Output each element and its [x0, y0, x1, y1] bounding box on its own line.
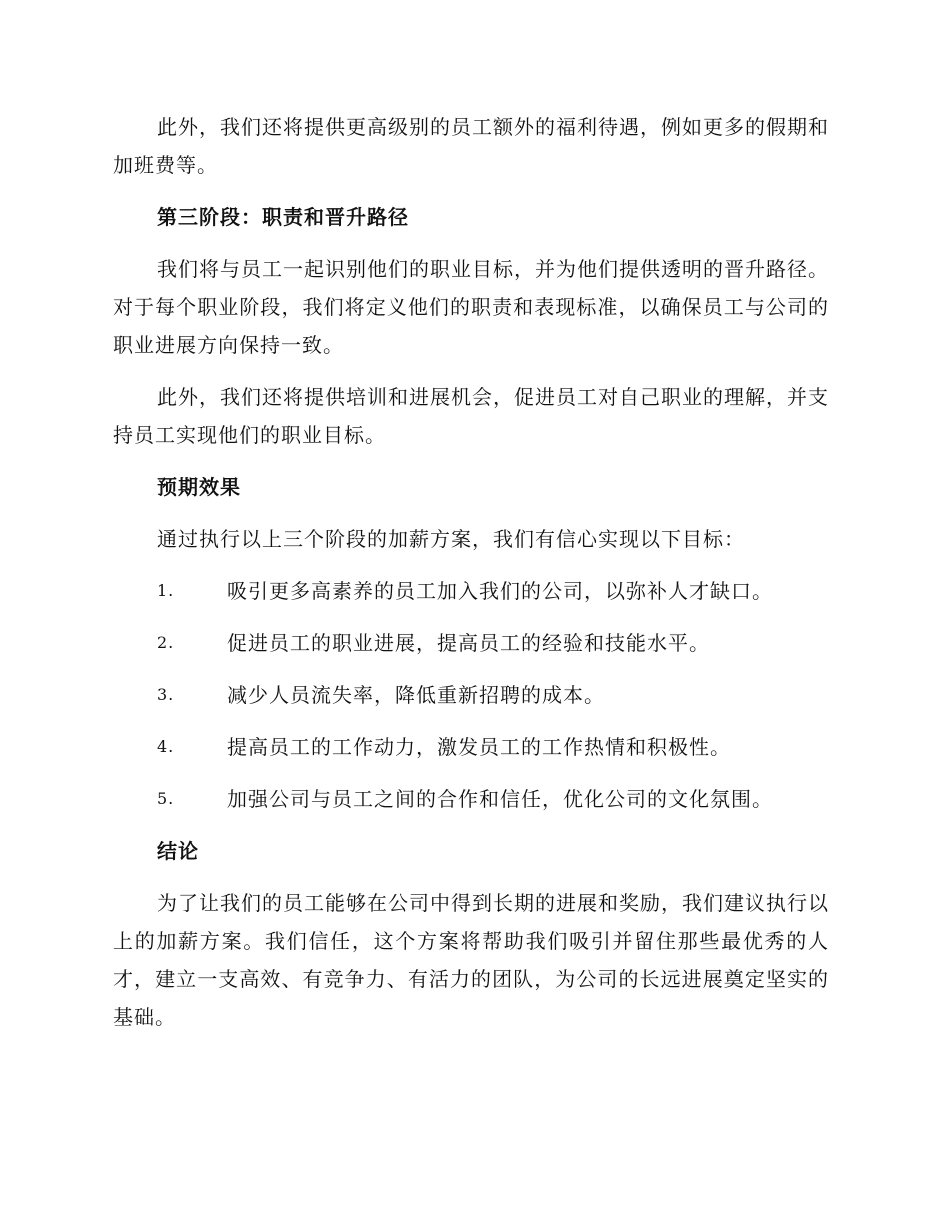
list-item-number: 4. [157, 737, 175, 756]
list-item-text: 加强公司与员工之间的合作和信任，优化公司的文化氛围。 [227, 787, 773, 811]
list-item-number: 2. [157, 633, 175, 652]
intro-paragraph: 此外，我们还将提供更高级别的员工额外的福利待遇，例如更多的假期和加班费等。 [113, 115, 829, 177]
goals-list [113, 572, 829, 818]
stage3-heading: 第三阶段：职责和晋升路径 [157, 205, 409, 229]
list-item [113, 780, 829, 818]
list-item [113, 624, 829, 662]
conclusion-heading: 结论 [157, 839, 199, 863]
list-item-text: 促进员工的职业进展，提高员工的经验和技能水平。 [227, 631, 710, 655]
list-item-number: 5. [157, 789, 175, 808]
expected-intro: 通过执行以上三个阶段的加薪方案，我们有信心实现以下目标： [157, 527, 745, 551]
list-item [113, 676, 829, 714]
list-item-text: 减少人员流失率，降低重新招聘的成本。 [227, 683, 605, 707]
stage3-paragraph-2: 此外，我们还将提供培训和进展机会，促进员工对自己职业的理解，并支持员工实现他们的职业目标。 [113, 385, 829, 447]
list-item-text: 提高员工的工作动力，激发员工的工作热情和积极性。 [227, 735, 731, 759]
list-item [113, 572, 829, 610]
stage3-paragraph-1: 我们将与员工一起识别他们的职业目标，并为他们提供透明的晋升路径。对于每个职业阶段，我们将定义他们的职责和表现标准，以确保员工与公司的职业进展方向保持一致。 [113, 257, 829, 357]
list-item-number: 3. [157, 685, 175, 704]
list-item-number: 1. [157, 581, 175, 600]
list-item-text: 吸引更多高素养的员工加入我们的公司，以弥补人才缺口。 [227, 579, 773, 603]
expected-heading: 预期效果 [157, 475, 241, 499]
list-item [113, 728, 829, 766]
document-body [113, 108, 829, 1050]
conclusion-paragraph: 为了让我们的员工能够在公司中得到长期的进展和奖励，我们建议执行以上的加薪方案。我们信任，这个方案将帮助我们吸引并留住那些最优秀的人才，建立一支高效、有竞争力、有活力的团队，为公司的长远进展奠定坚实的基础。 [113, 891, 829, 1029]
